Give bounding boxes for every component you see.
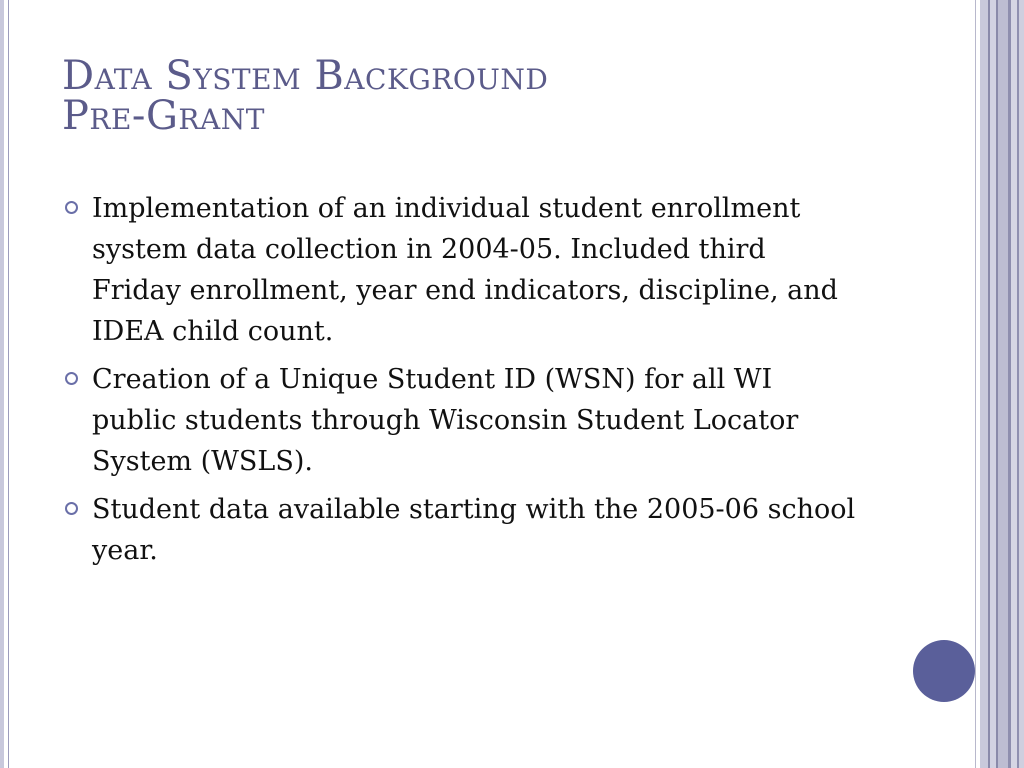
bullet-text: Creation of a Unique Student ID (WSN) for all WI public students through Wisconsin Student Locator System (WSLS). bbox=[92, 364, 799, 477]
bullet-item bbox=[62, 188, 862, 352]
bullet-text: Implementation of an individual student enrollment system data collection in 2004-05. Included third Friday enrollment, year end indicators, discipline, and IDEA child count. bbox=[92, 193, 838, 347]
bullet-text: Student data available starting with the 2005-06 school year. bbox=[92, 494, 856, 566]
slide-title bbox=[62, 53, 549, 139]
title-line-1: Data System Background bbox=[62, 53, 549, 99]
right-stripe bbox=[1019, 0, 1024, 768]
bullet-item bbox=[62, 489, 862, 571]
ring-bullet-icon bbox=[65, 502, 78, 515]
left-border-line bbox=[0, 0, 4, 768]
ring-bullet-icon bbox=[65, 372, 78, 385]
bullet-item bbox=[62, 359, 862, 482]
left-border-line-thin bbox=[8, 0, 9, 768]
right-stripe bbox=[980, 0, 988, 768]
circle-decoration-icon bbox=[913, 640, 975, 702]
right-stripe bbox=[975, 0, 976, 768]
ring-bullet-icon bbox=[65, 201, 78, 214]
title-line-2: Pre-Grant bbox=[62, 93, 265, 139]
bullet-list bbox=[62, 188, 862, 578]
right-stripe bbox=[998, 0, 1008, 768]
